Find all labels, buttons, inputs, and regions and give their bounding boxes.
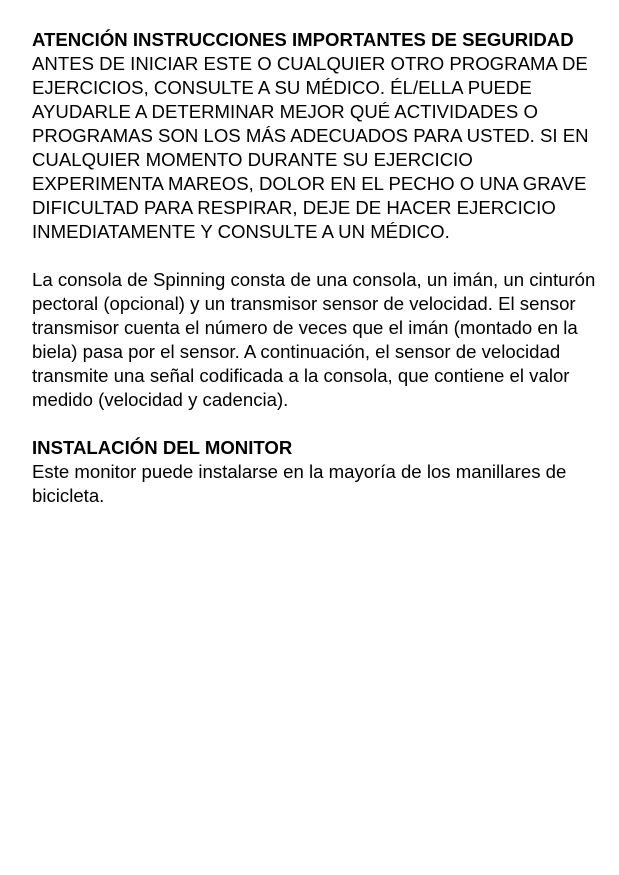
safety-warning-text: ANTES DE INICIAR ESTE O CUALQUIER OTRO PROGRAMA DE EJERCICIOS, CONSULTE A SU MÉDICO. ÉL/ELLA PUEDE AYUDARLE A DETERMINAR MEJOR QUÉ ACTIVIDADES O PROGRAMAS SON LOS MÁS ADECUADOS PARA USTED. SI EN CUALQUIER MOMENTO DURANTE SU EJERCICIO EXPERIMENTA MAREOS, DOLOR EN EL PECHO O UNA GRAVE DIFICULTAD PARA RESPIRAR, DEJE DE HACER EJERCICIO INMEDIATAMENTE Y CONSULTE A UN MÉDICO.	[32, 53, 589, 242]
paragraph-spacer	[32, 244, 607, 268]
document-page	[32, 28, 607, 508]
console-description-text: La consola de Spinning consta de una consola, un imán, un cinturón pectoral (opcional) y un transmisor sensor de velocidad. El sensor transmisor cuenta el número de veces que el imán (montado en la biela) pasa por el sensor. A continuación, el sensor de velocidad transmite una señal codificada a la consola, que contiene el valor medido (velocidad y cadencia).	[32, 269, 596, 410]
installation-text: Este monitor puede instalarse en la mayoría de los manillares de bicicleta.	[32, 461, 567, 506]
paragraph-spacer	[32, 412, 607, 436]
safety-heading: ATENCIÓN INSTRUCCIONES IMPORTANTES DE SEGURIDAD	[32, 29, 574, 50]
installation-heading: INSTALACIÓN DEL MONITOR	[32, 437, 293, 458]
